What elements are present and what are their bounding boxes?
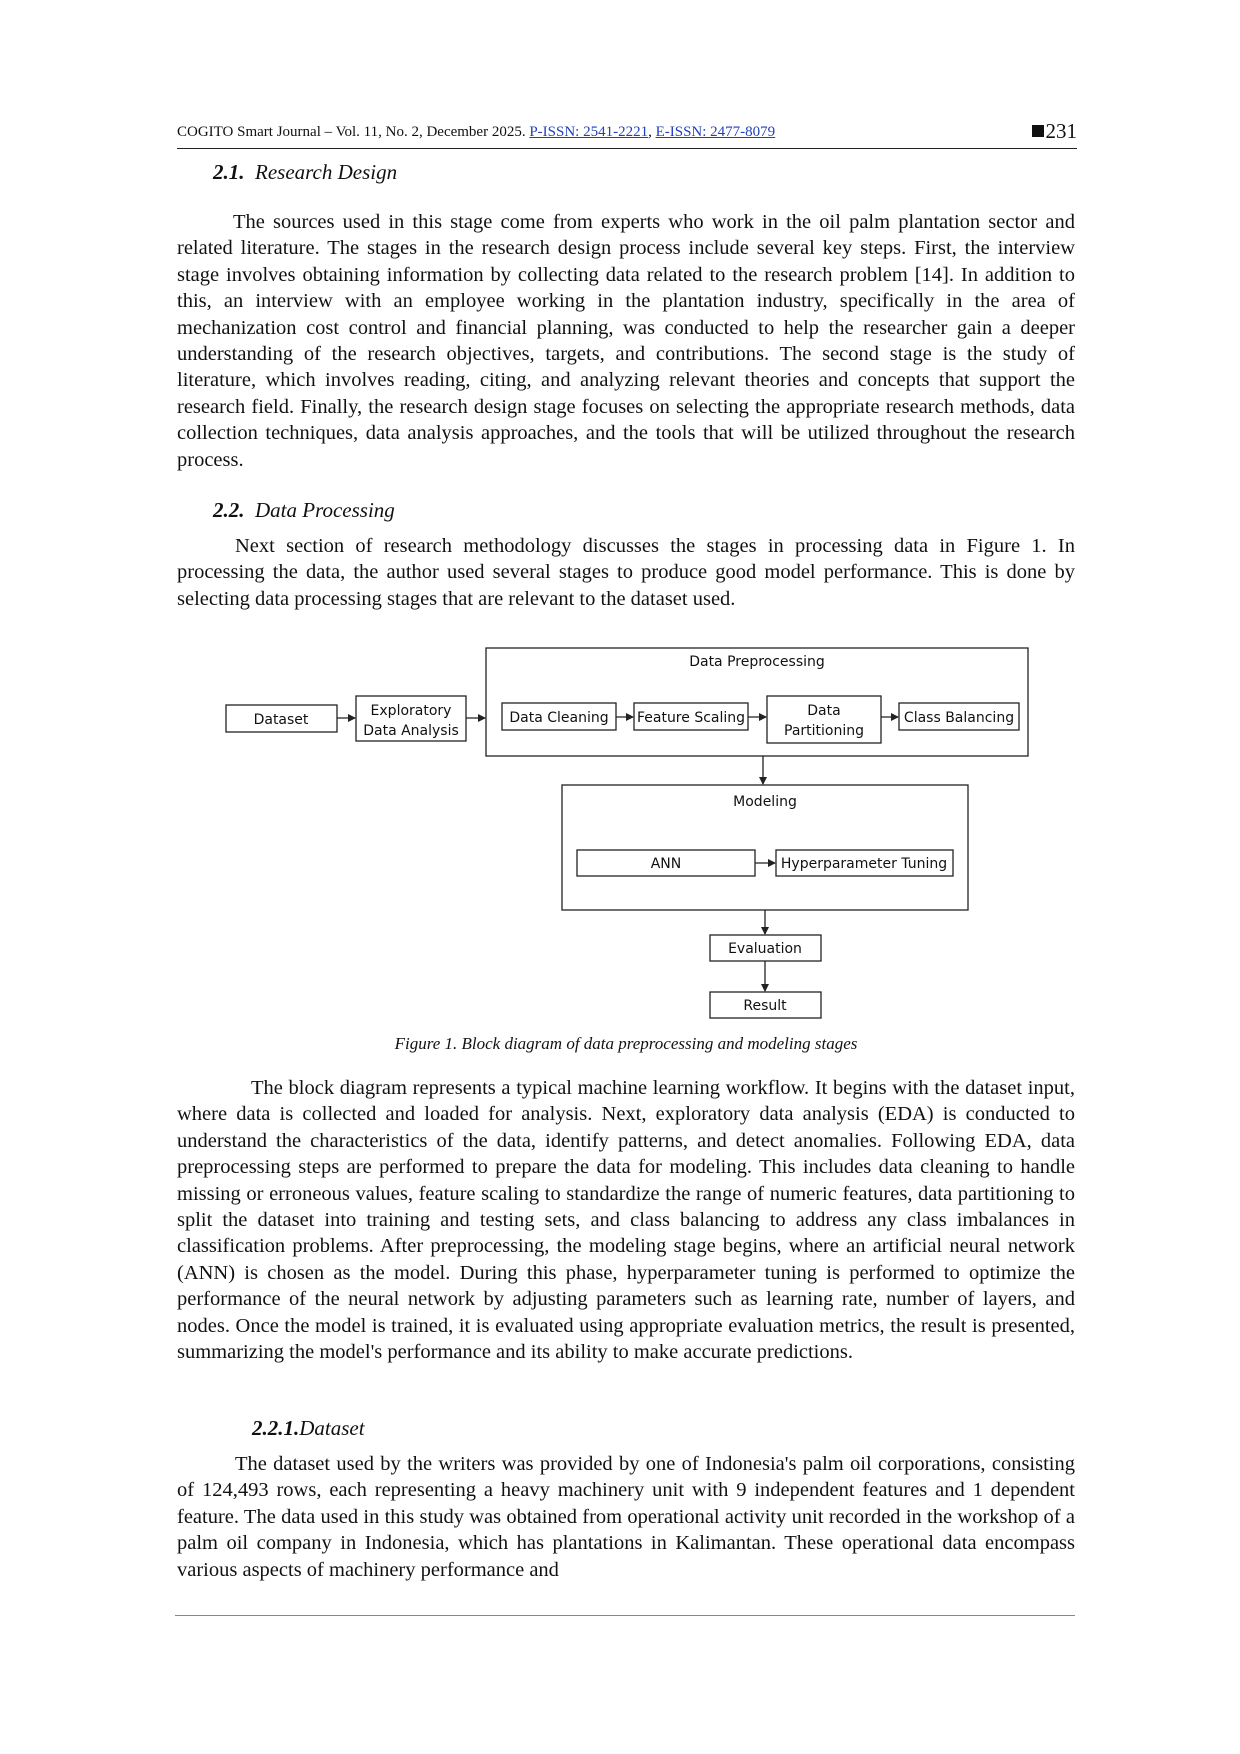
workflow-paragraph: The block diagram represents a typical machine learning workflow. It begins with the dataset input, where data is collected and loaded for analysis. Next, exploratory data analysis (EDA) is conducted to understand the characteristics of the data, identify patterns, and detect anomalies. Following EDA, data preprocessing steps are performed to prepare the data for modeling. This includes data cleaning to handle missing or erroneous values, feature scaling to standardize the range of numeric features, data partitioning to split the dataset into training and testing sets, and class balancing to address any class imbalances in classification problems. After preprocessing, the modeling stage begins, where an artificial neural network (ANN) is chosen as the model. During this phase, hyperparameter tuning is performed to optimize the performance of the neural network by adjusting parameters such as learning rate, number of layers, and nodes. Once the model is trained, it is evaluated using appropriate evaluation metrics, the result is presented, summarizing the model's performance and its ability to make accurate predictions.	[177, 1077, 1075, 1364]
research-design-paragraph: The sources used in this stage come from experts who work in the oil palm plantation sector and related literature. The stages in the research design process include several key steps. First, the interview stage involves obtaining information by collecting data related to the research problem [14]. In addition to this, an interview with an employee working in the plantation industry, specifically in the area of mechanization cost control and financial planning, was conducted to help the researcher gain a deeper understanding of the research objectives, targets, and contributions. The second stage is the study of literature, which involves reading, citing, and analyzing relevant theories and concepts that support the research field. Finally, the research design stage focuses on selecting the appropriate research methods, data collection techniques, data analysis approaches, and the tools that will be utilized throughout the research process.	[177, 211, 1075, 471]
section-title-research-design	[213, 160, 397, 185]
section-title-data-processing	[213, 498, 395, 523]
ann-label: ANN	[650, 856, 682, 872]
block-diagram	[200, 640, 1060, 1030]
feature-scaling-label: Feature Scaling	[636, 710, 746, 726]
issn-separator: ,	[648, 124, 652, 140]
section-heading: Research Design	[255, 160, 398, 184]
section-number: 2.2.1.	[252, 1416, 300, 1440]
modeling-group-label: Modeling	[733, 794, 797, 810]
hyperparameter-tuning-label: Hyperparameter Tuning	[780, 856, 948, 872]
journal-citation	[177, 124, 775, 141]
page-header	[177, 117, 1077, 151]
data-processing-paragraph: Next section of research methodology discusses the stages in processing data in Figure 1. In processing the data, the author used several stages to produce good model performance. This is done by selecting data processing stages that are relevant to the dataset used.	[177, 535, 1075, 610]
page-number-value: 231	[1045, 119, 1077, 143]
section-title-dataset	[252, 1416, 365, 1441]
dataset-label: Dataset	[253, 712, 309, 728]
square-bullet-icon	[1032, 125, 1044, 137]
eda-label-line1: Exploratory	[370, 703, 452, 719]
data-cleaning-label: Data Cleaning	[509, 710, 609, 726]
dataset-paragraph: The dataset used by the writers was provided by one of Indonesia's palm oil corporations, consisting of 124,493 rows, each representing a heavy machinery unit with 9 independent features and 1 dependent feature. The data used in this study was obtained from operational activity unit recorded in the workshop of a palm oil company in Indonesia, which has plantations in Kalimantan. These operational data encompass various aspects of machinery performance and	[177, 1453, 1075, 1581]
pissn-link[interactable]: P-ISSN: 2541-2221	[529, 124, 649, 140]
section-heading: Dataset	[299, 1416, 365, 1440]
result-label: Result	[743, 998, 787, 1014]
evaluation-label: Evaluation	[728, 941, 802, 957]
figure-caption: Figure 1. Block diagram of data preprocessing and modeling stages	[394, 1034, 858, 1053]
section-heading: Data Processing	[255, 498, 395, 522]
header-rule	[177, 148, 1077, 149]
footer-rule	[175, 1615, 1075, 1616]
section-number: 2.1.	[213, 160, 245, 184]
class-balancing-label: Class Balancing	[903, 710, 1015, 726]
data-partitioning-label-line1: Data	[807, 703, 841, 719]
journal-name: COGITO Smart Journal – Vol. 11, No. 2, December 2025.	[177, 124, 526, 140]
section-number: 2.2.	[213, 498, 245, 522]
eda-label-line2: Data Analysis	[363, 723, 459, 739]
page-number	[1032, 119, 1078, 144]
eissn-link[interactable]: E-ISSN: 2477-8079	[655, 124, 776, 140]
data-partitioning-label-line2: Partitioning	[784, 723, 864, 739]
preprocessing-group-label: Data Preprocessing	[689, 654, 825, 670]
